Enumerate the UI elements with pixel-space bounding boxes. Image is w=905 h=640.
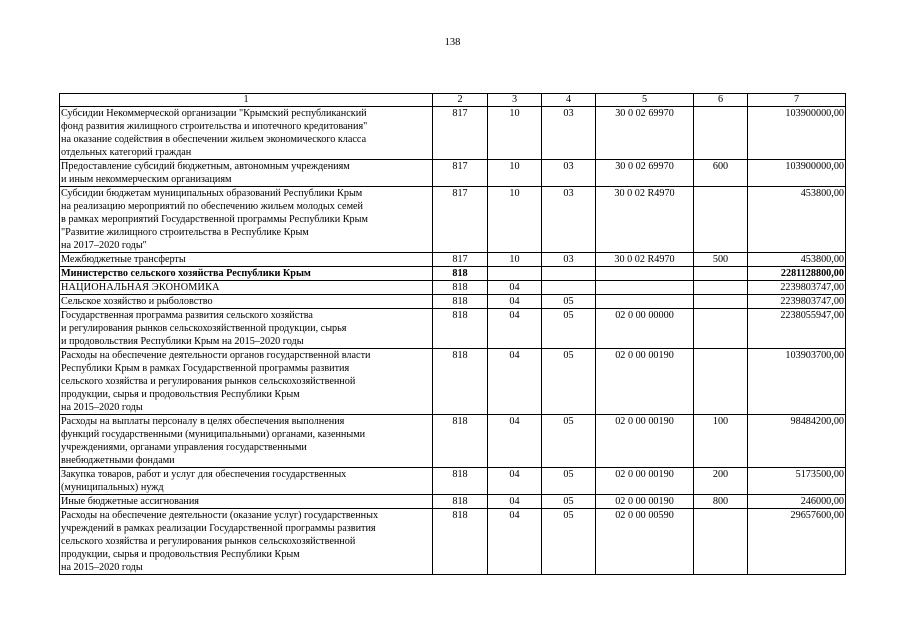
- budget-table: [59, 93, 846, 575]
- row-amount: 5173500,00: [748, 468, 846, 495]
- row-description: Сельское хозяйство и рыболовство: [60, 295, 433, 309]
- row-subsection-code: 03: [542, 187, 596, 253]
- row-ministry-code: 818: [433, 415, 488, 468]
- row-section-code: 10: [488, 253, 542, 267]
- row-expense-type: 500: [694, 253, 748, 267]
- row-subsection-code: 03: [542, 160, 596, 187]
- row-ministry-code: 818: [433, 349, 488, 415]
- row-description: Расходы на обеспечение деятельности (оказание услуг) государственных учреждений в рамках реализации Государственной программы развития сельского хозяйства и регулирования рынков сельскохозяйственной продукции, сырья и продовольствия Республики Крым на 2015–2020 годы: [60, 509, 433, 575]
- row-expense-type: 200: [694, 468, 748, 495]
- row-ministry-code: 818: [433, 309, 488, 349]
- row-subsection-code: 03: [542, 253, 596, 267]
- table-row: [60, 267, 846, 281]
- table-row: [60, 509, 846, 575]
- row-subsection-code: 05: [542, 309, 596, 349]
- row-description: Субсидии Некоммерческой организации "Крымский республиканский фонд развития жилищного строительства и ипотечного кредитования" на оказание содействия в обеспечении жильем экономического класса отдельных категорий граждан: [60, 107, 433, 160]
- row-target-article: [596, 295, 694, 309]
- row-section-code: [488, 267, 542, 281]
- row-expense-type: 800: [694, 495, 748, 509]
- row-section-code: 10: [488, 160, 542, 187]
- column-header-7: 7: [748, 94, 846, 107]
- row-subsection-code: 05: [542, 415, 596, 468]
- row-description: Расходы на выплаты персоналу в целях обеспечения выполнения функций государственными (муниципальными) органами, казенными учреждениями, органами управления государственными внебюджетными фондами: [60, 415, 433, 468]
- row-ministry-code: 817: [433, 160, 488, 187]
- row-ministry-code: 818: [433, 295, 488, 309]
- row-section-code: 04: [488, 509, 542, 575]
- table-row: [60, 160, 846, 187]
- row-amount: 246000,00: [748, 495, 846, 509]
- row-description: Закупка товаров, работ и услуг для обеспечения государственных (муниципальных) нужд: [60, 468, 433, 495]
- row-subsection-code: [542, 281, 596, 295]
- table-body: [60, 107, 846, 575]
- row-subsection-code: 05: [542, 349, 596, 415]
- row-section-code: 04: [488, 309, 542, 349]
- table-row: [60, 495, 846, 509]
- row-ministry-code: 817: [433, 187, 488, 253]
- row-target-article: 30 0 02 R4970: [596, 187, 694, 253]
- row-amount: 103900000,00: [748, 107, 846, 160]
- row-target-article: [596, 281, 694, 295]
- row-amount: 2239803747,00: [748, 281, 846, 295]
- row-expense-type: [694, 349, 748, 415]
- row-expense-type: [694, 187, 748, 253]
- row-expense-type: [694, 295, 748, 309]
- row-amount: 29657600,00: [748, 509, 846, 575]
- table-row: [60, 295, 846, 309]
- row-description: Иные бюджетные ассигнования: [60, 495, 433, 509]
- row-subsection-code: [542, 267, 596, 281]
- row-target-article: 02 0 00 00190: [596, 415, 694, 468]
- row-description: Межбюджетные трансферты: [60, 253, 433, 267]
- row-subsection-code: 05: [542, 468, 596, 495]
- row-amount: 98484200,00: [748, 415, 846, 468]
- row-target-article: 02 0 00 00190: [596, 349, 694, 415]
- row-subsection-code: 05: [542, 495, 596, 509]
- row-description: Расходы на обеспечение деятельности органов государственной власти Республики Крым в рамках Государственной программы развития сельского хозяйства и регулирования рынков сельскохозяйственной продукции, сырья и продовольствия Республики Крым на 2015–2020 годы: [60, 349, 433, 415]
- row-amount: 103900000,00: [748, 160, 846, 187]
- table-row: [60, 349, 846, 415]
- table-row: [60, 415, 846, 468]
- row-section-code: 04: [488, 281, 542, 295]
- row-target-article: 30 0 02 69970: [596, 160, 694, 187]
- table-row: [60, 253, 846, 267]
- row-ministry-code: 817: [433, 107, 488, 160]
- row-description: Предоставление субсидий бюджетным, автономным учреждениям и иным некоммерческим организациям: [60, 160, 433, 187]
- row-subsection-code: 05: [542, 295, 596, 309]
- row-target-article: [596, 267, 694, 281]
- column-header-6: 6: [694, 94, 748, 107]
- row-ministry-code: 818: [433, 281, 488, 295]
- row-amount: 453800,00: [748, 253, 846, 267]
- row-section-code: 04: [488, 415, 542, 468]
- row-expense-type: 100: [694, 415, 748, 468]
- column-header-3: 3: [488, 94, 542, 107]
- row-description: НАЦИОНАЛЬНАЯ ЭКОНОМИКА: [60, 281, 433, 295]
- row-section-code: 04: [488, 468, 542, 495]
- row-section-code: 04: [488, 495, 542, 509]
- row-ministry-code: 818: [433, 495, 488, 509]
- row-target-article: 02 0 00 00190: [596, 468, 694, 495]
- row-expense-type: 600: [694, 160, 748, 187]
- table-row: [60, 468, 846, 495]
- row-description: Субсидии бюджетам муниципальных образований Республики Крым на реализацию мероприятий по обеспечению жильем молодых семей в рамках мероприятий Государственной программы Республики Крым "Развитие жилищного строительства в Республике Крым на 2017–2020 годы": [60, 187, 433, 253]
- column-header-5: 5: [596, 94, 694, 107]
- page-number: 138: [444, 37, 461, 48]
- column-header-2: 2: [433, 94, 488, 107]
- header-row: [60, 94, 846, 107]
- row-ministry-code: 818: [433, 267, 488, 281]
- row-amount: 2281128800,00: [748, 267, 846, 281]
- row-section-code: 04: [488, 295, 542, 309]
- table-row: [60, 309, 846, 349]
- row-subsection-code: 03: [542, 107, 596, 160]
- row-ministry-code: 818: [433, 509, 488, 575]
- row-target-article: 30 0 02 69970: [596, 107, 694, 160]
- row-expense-type: [694, 107, 748, 160]
- row-amount: 103903700,00: [748, 349, 846, 415]
- table-row: [60, 281, 846, 295]
- column-header-1: 1: [60, 94, 433, 107]
- column-header-4: 4: [542, 94, 596, 107]
- row-description: Государственная программа развития сельского хозяйства и регулирования рынков сельскохозяйственной продукции, сырья и продовольствия Республики Крым на 2015–2020 годы: [60, 309, 433, 349]
- row-expense-type: [694, 509, 748, 575]
- table-row: [60, 107, 846, 160]
- row-section-code: 04: [488, 349, 542, 415]
- row-section-code: 10: [488, 107, 542, 160]
- row-subsection-code: 05: [542, 509, 596, 575]
- row-amount: 2239803747,00: [748, 295, 846, 309]
- row-expense-type: [694, 309, 748, 349]
- row-ministry-code: 818: [433, 468, 488, 495]
- row-target-article: 02 0 00 00190: [596, 495, 694, 509]
- table-row: [60, 187, 846, 253]
- row-target-article: 02 0 00 00000: [596, 309, 694, 349]
- row-ministry-code: 817: [433, 253, 488, 267]
- row-section-code: 10: [488, 187, 542, 253]
- row-expense-type: [694, 267, 748, 281]
- row-target-article: 30 0 02 R4970: [596, 253, 694, 267]
- row-expense-type: [694, 281, 748, 295]
- row-description: Министерство сельского хозяйства Республики Крым: [60, 267, 433, 281]
- row-amount: 2238055947,00: [748, 309, 846, 349]
- row-amount: 453800,00: [748, 187, 846, 253]
- row-target-article: 02 0 00 00590: [596, 509, 694, 575]
